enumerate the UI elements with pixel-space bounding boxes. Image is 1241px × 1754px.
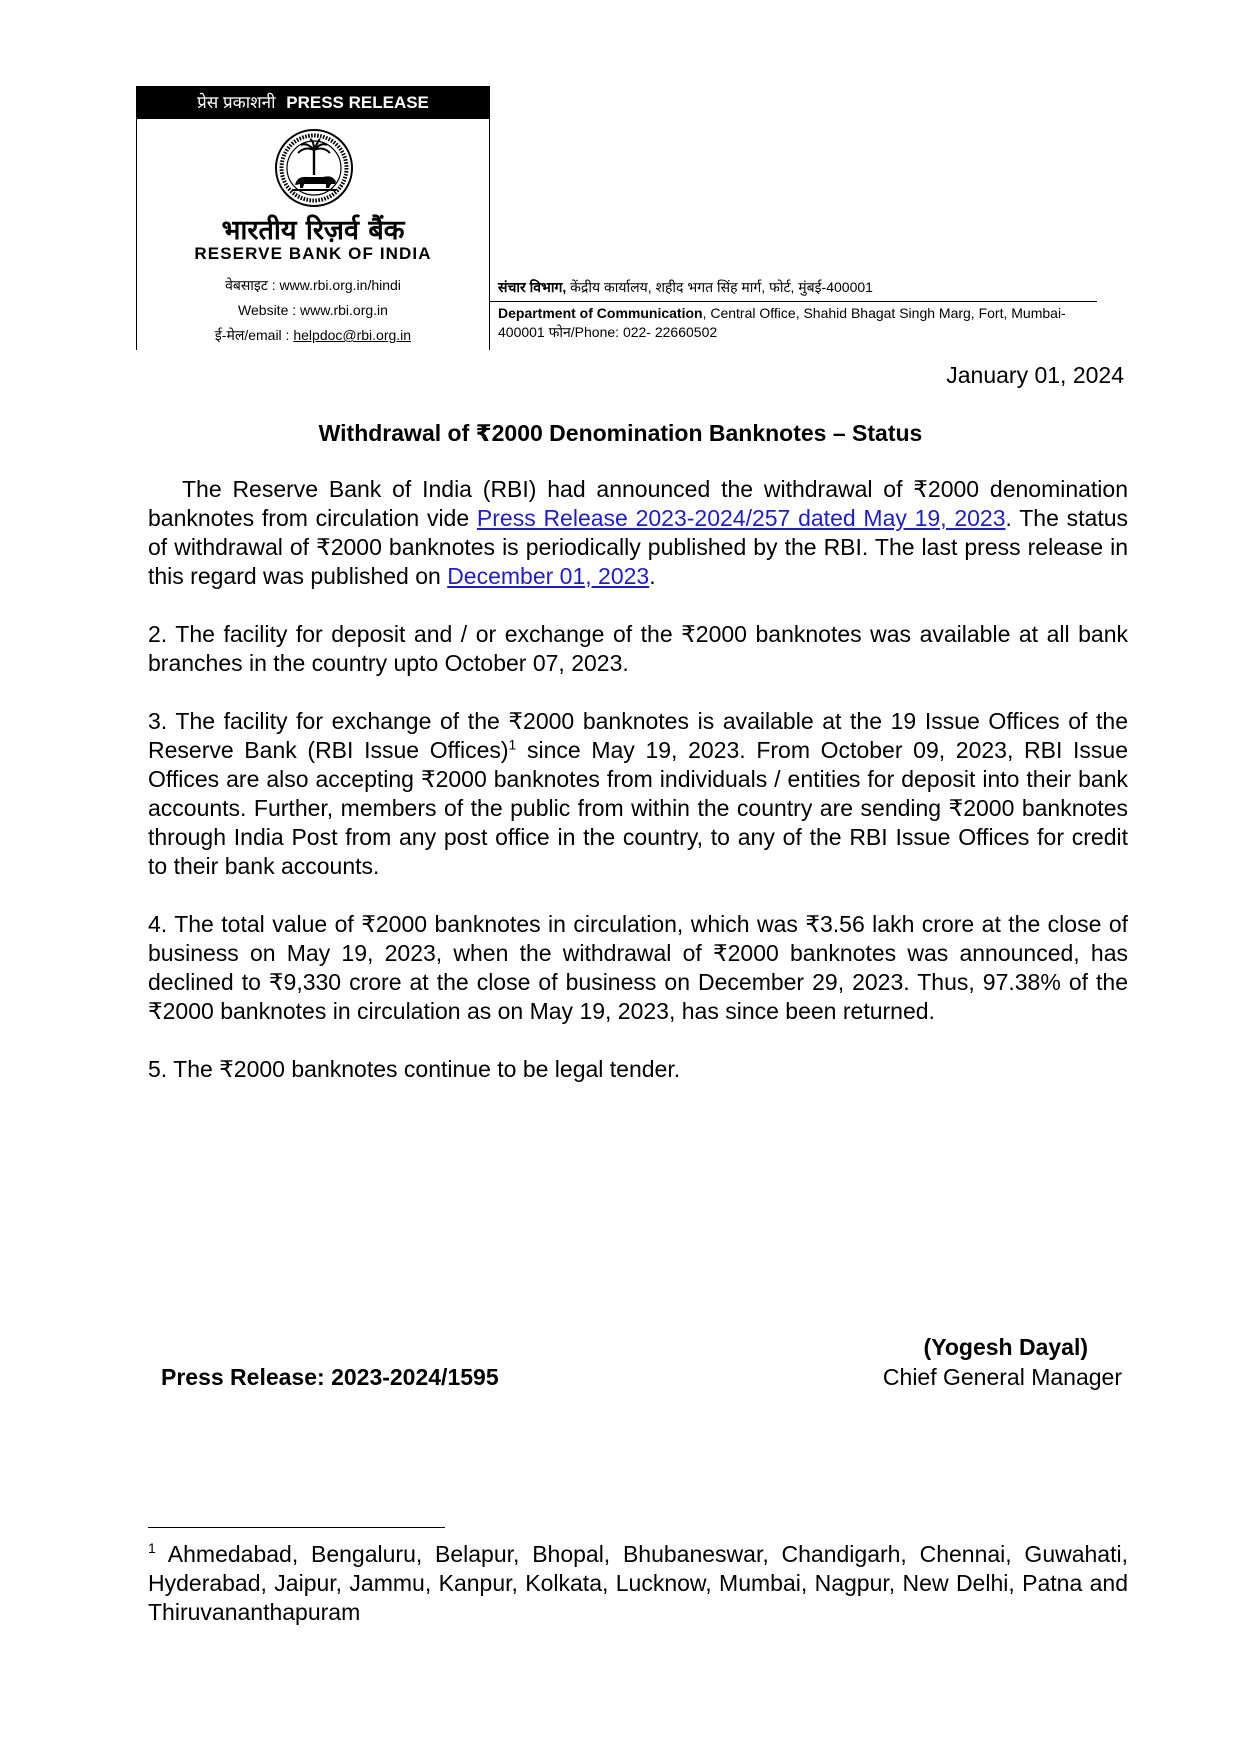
footnote-marker: 1 <box>148 1540 156 1557</box>
signatory-designation: Chief General Manager <box>882 1364 1122 1390</box>
address-hindi <box>498 278 873 297</box>
paragraph-1-text-c: . <box>649 563 656 589</box>
band-english: PRESS RELEASE <box>286 93 429 112</box>
press-release-257-link[interactable]: Press Release 2023-2024/257 dated May 19, 2023 <box>476 505 1006 531</box>
document-title: Withdrawal of ₹2000 Denomination Banknotes – Status <box>318 420 923 446</box>
bank-name-english: RESERVE BANK OF INDIA <box>194 244 432 263</box>
address-english-text: , Central Office, Shahid Bhagat Singh Marg, Fort, Mumbai-400001 फोन/Phone: 022- 22660502 <box>498 305 1066 340</box>
paragraph-3 <box>148 707 1128 881</box>
address-english-dept: Department of Communication <box>498 305 703 321</box>
footnote <box>148 1540 1128 1627</box>
bank-name-hindi: भारतीय रिज़र्व बैंक <box>221 215 405 246</box>
paragraph-4: 4. The total value of ₹2000 banknotes in circulation, which was ₹3.56 lakh crore at the close of business on May 19, 2023, when the withdrawal of ₹2000 banknotes was announced, has declined to ₹9,330 crore at the close of business on December 29, 2023. Thus, 97.38% of the ₹2000 banknotes in circulation as on May 19, 2023, has since been returned. <box>148 911 1128 1024</box>
december-01-2023-link[interactable]: December 01, 2023 <box>447 563 650 589</box>
address-hindi-text: केंद्रीय कार्यालय, शहीद भगत सिंह मार्ग, फोर्ट, मुंबई-400001 <box>570 279 873 295</box>
paragraph-1-text-a: The Reserve Bank of India (RBI) had announced the withdrawal of ₹2000 denomination banknotes from circulation vide <box>148 476 1128 531</box>
band-hindi: प्रेस प्रकाशनी <box>197 93 276 112</box>
rbi-seal-icon <box>274 128 354 208</box>
email-link[interactable]: helpdoc@rbi.org.in <box>293 327 412 343</box>
paragraph-1-text-b: . The status of withdrawal of ₹2000 banknotes is periodically published by the RBI. The last press release in this regard was published on <box>148 505 1128 589</box>
website-line <box>137 302 489 318</box>
email-line <box>137 326 489 345</box>
paragraph-3-text-a: 3. The facility for exchange of the ₹2000 banknotes is available at the 19 Issue Offices of the Reserve Bank (RBI Issue Offices) <box>148 708 1128 763</box>
paragraph-1 <box>148 475 1128 591</box>
body-text <box>148 475 1128 1113</box>
website-hindi-line <box>137 276 489 295</box>
address-divider <box>490 301 1097 302</box>
press-release-number: Press Release: 2023-2024/1595 <box>161 1364 499 1390</box>
address-hindi-dept: संचार विभाग, <box>498 279 567 295</box>
footnote-divider <box>148 1527 445 1528</box>
letterhead-box <box>136 86 490 350</box>
website-label: Website : <box>238 302 297 318</box>
press-release-band <box>137 86 489 119</box>
website-hindi-link[interactable]: www.rbi.org.in/hindi <box>279 277 401 293</box>
address-english <box>498 304 1098 342</box>
website-hindi-label: वेबसाइट : <box>225 277 276 293</box>
paragraph-2: 2. The facility for deposit and / or exchange of the ₹2000 banknotes was available at all bank branches in the country upto October 07, 2023. <box>148 621 1128 676</box>
signatory-name: (Yogesh Dayal) <box>923 1334 1088 1360</box>
email-label: ई-मेल/email : <box>214 327 290 343</box>
footnote-text: Ahmedabad, Bengaluru, Belapur, Bhopal, Bhubaneswar, Chandigarh, Chennai, Guwahati, Hyderabad, Jaipur, Jammu, Kanpur, Kolkata, Lucknow, Mumbai, Nagpur, New Delhi, Patna and Thiruvananthapuram <box>148 1541 1128 1625</box>
paragraph-3-text-b: since May 19, 2023. From October 09, 2023, RBI Issue Offices are also accepting ₹2000 banknotes from individuals / entities for deposit into their bank accounts. Further, members of the public from within the country are sending ₹2000 banknotes through India Post from any post office in the country, to any of the RBI Issue Offices for credit to their bank accounts. <box>148 737 1128 879</box>
release-date: January 01, 2024 <box>946 362 1124 388</box>
website-link[interactable]: www.rbi.org.in <box>300 302 388 318</box>
footnote-reference: 1 <box>508 736 517 753</box>
paragraph-5: 5. The ₹2000 banknotes continue to be legal tender. <box>148 1056 681 1082</box>
